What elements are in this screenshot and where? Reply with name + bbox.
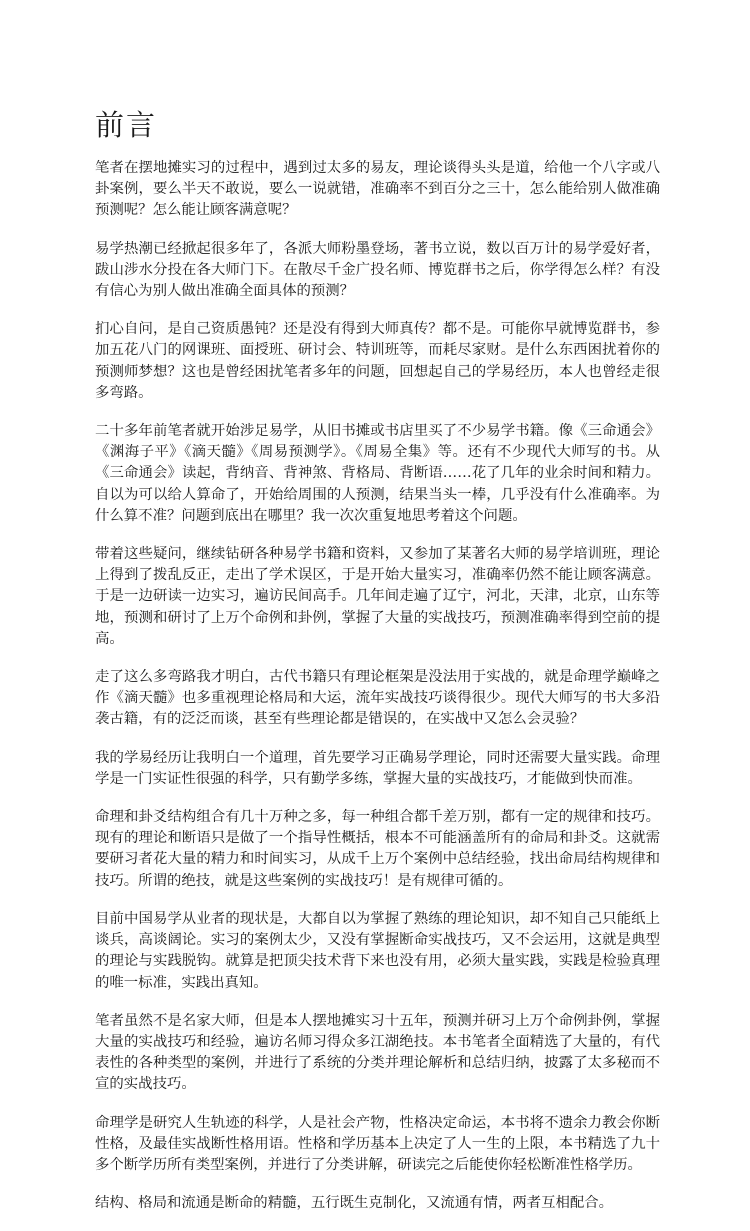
paragraph: 结构、格局和流通是断命的精髓，五行既生克制化，又流通有情，两者互相配合。 (95, 1195, 614, 1212)
paragraph: 命理和卦爻结构组合有几十万种之多，每一种组合都千差万别，都有一定的规律和技巧。现有的理论和断语只是做了一个指导性概括，根本不可能涵盖所有的命局和卦爻。这就需要研习者花大量的精力和时间实习，从成千上万个案例中总结经验，找出命局结构规律和技巧。所谓的绝技，就是这些案例的实战技巧！是有规律可循的。 (95, 809, 660, 889)
paragraph: 二十多年前笔者就开始涉足易学，从旧书摊或书店里买了不少易学书籍。像《三命通会》《渊海子平》《滴天髓》《周易预测学》。《周易全集》等。还有不少现代大师写的书。从《三命通会》读起，背纳音、背神煞、背格局、背断语……花了几年的业余时间和精力。自以为可以给人算命了，开始给周围的人预测，结果当头一棒，几乎没有什么准确率。为什么算不准？问题到底出在哪里？我一次次重复地思考着这个问题。 (95, 423, 660, 524)
paragraph: 我的学易经历让我明白一个道理，首先要学习正确易学理论，同时还需要大量实践。命理学是一门实证性很强的科学，只有勤学多练，掌握大量的实战技巧，才能做到快而准。 (95, 749, 660, 787)
page-title: 前言 (95, 108, 158, 142)
paragraph: 带着这些疑问，继续钻研各种易学书籍和资料，又参加了某著名大师的易学培训班，理论上得到了拨乱反正，走出了学术误区，于是开始大量实习，准确率仍然不能让顾客满意。于是一边研读一边实习，遍访民间高手。几年间走遍了辽宁，河北，天津，北京，山东等地，预测和研讨了上万个命例和卦例，掌握了大量的实战技巧，预测准确率得到空前的提高。 (95, 546, 660, 647)
paragraph: 笔者虽然不是名家大师，但是本人摆地摊实习十五年，预测并研习上万个命例卦例，掌握大量的实战技巧和经验，遍访名师习得众多江湖绝技。本书笔者全面精选了大量的，有代表性的各种类型的案例，并进行了系统的分类并理论解析和总结归纳，披露了太多秘而不宣的实战技巧。 (95, 1012, 660, 1093)
paragraph: 扪心自问，是自己资质愚钝？还是没有得到大师真传？都不是。可能你早就博览群书，参加五花八门的网课班、面授班、研讨会、特训班等，而耗尽家财。是什么东西困扰着你的预测师梦想？这也是曾经困扰笔者多年的问题，回想起自己的学易经历，本人也曾经走很多弯路。 (95, 321, 660, 401)
paragraph: 易学热潮已经掀起很多年了，各派大师粉墨登场，著书立说，数以百万计的易学爱好者，跋山涉水分投在各大师门下。在散尽千金广投名师、博览群书之后，你学得怎么样？有没有信心为别人做出准确全面具体的预测？ (95, 240, 660, 300)
paragraph: 目前中国易学从业者的现状是，大都自以为掌握了熟练的理论知识，却不知自己只能纸上谈兵，高谈阔论。实习的案例太少，又没有掌握断命实战技巧，又不会运用，这就是典型的理论与实践脱钩。就算是把顶尖技术背下来也没有用，必须大量实践，实践是检验真理的唯一标准，实践出真知。 (95, 910, 660, 991)
paragraph: 命理学是研究人生轨迹的科学，人是社会产物，性格决定命运，本书将不遗余力教会你断性格，及最佳实战断性格用语。性格和学历基本上决定了人一生的上限，本书精选了九十多个断学历所有类型案例，并进行了分类讲解，研读完之后能使你轻松断准性格学历。 (95, 1114, 660, 1173)
document-page (95, 0, 660, 1231)
preface-body (95, 158, 660, 1214)
paragraph: 笔者在摆地摊实习的过程中，遇到过太多的易友，理论谈得头头是道，给他一个八字或八卦案例，要么半天不敢说，要么一说就错，准确率不到百分之三十，怎么能给别人做准确预测呢？怎么能让顾客满意呢？ (95, 160, 660, 219)
paragraph: 走了这么多弯路我才明白，古代书籍只有理论框架是没法用于实战的，就是命理学巅峰之作《滴天髓》也多重视理论格局和大运，流年实战技巧谈得很少。现代大师写的书大多沿袭古籍，有的泛泛而谈，甚至有些理论都是错误的，在实战中又怎么会灵验？ (95, 669, 660, 728)
